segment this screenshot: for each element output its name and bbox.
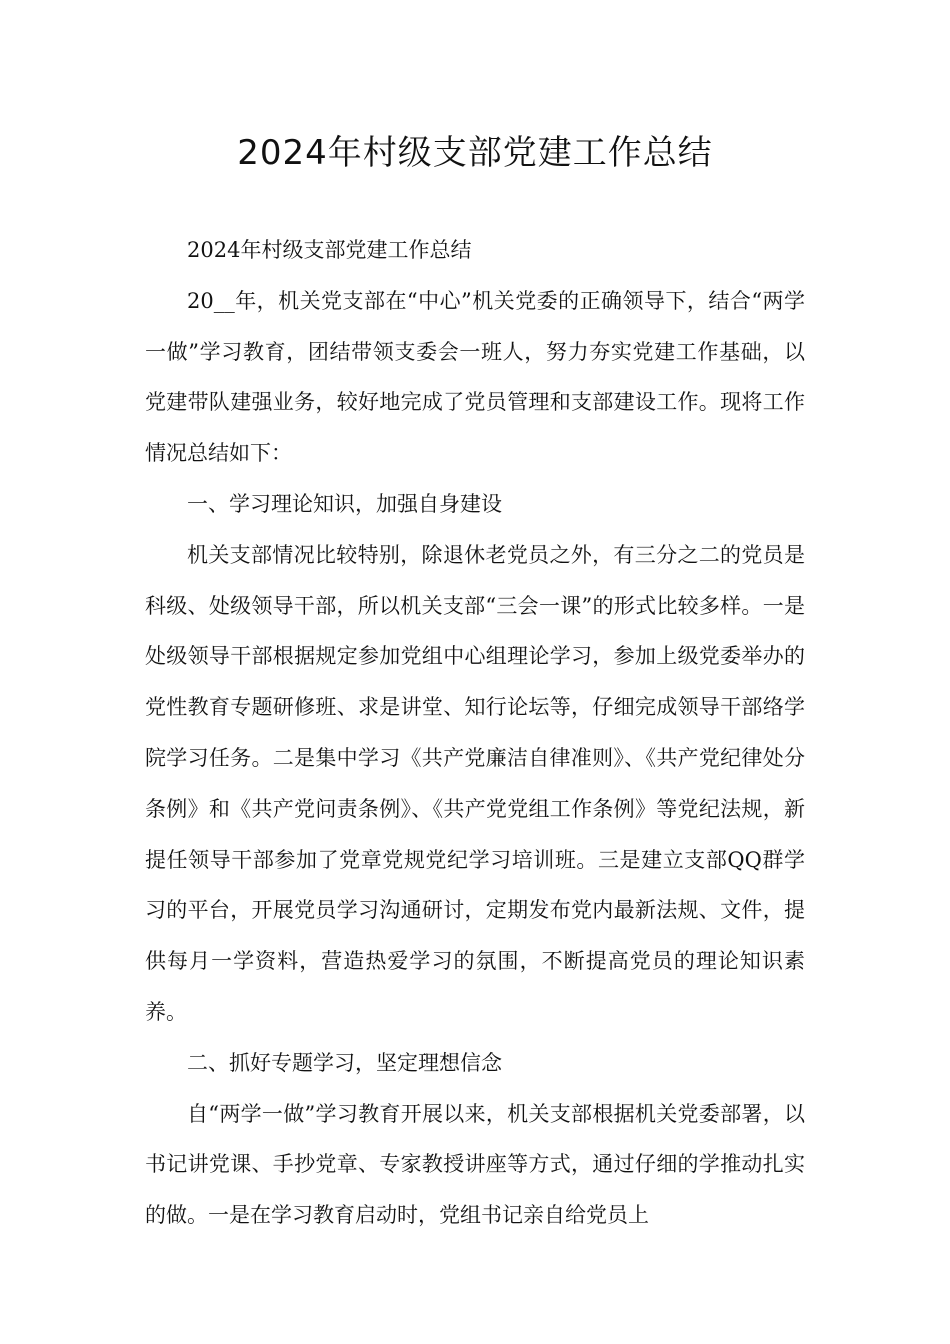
- section-heading-2: 二、抓好专题学习，坚定理想信念: [187, 1050, 502, 1075]
- document-title: 2024年村级支部党建工作总结: [237, 133, 713, 173]
- document-body: [145, 225, 805, 1241]
- body-paragraph-heading: 2024年村级支部党建工作总结: [187, 238, 472, 262]
- body-paragraph-intro: 20__年，机关党支部在“中心”机关党委的正确领导下，结合“两学一做”学习教育，团结带领支委会一班人，努力夯实党建工作基础，以党建带队建强业务，较好地完成了党员管理和支部建设工作。现将工作情况总结如下：: [145, 288, 805, 466]
- body-paragraph-section-1: 机关支部情况比较特别，除退休老党员之外，有三分之二的党员是科级、处级领导干部，所以机关支部“三会一课”的形式比较多样。一是处级领导干部根据规定参加党组中心组理论学习，参加上级党委举办的党性教育专题研修班、求是讲堂、知行论坛等，仔细完成领导干部络学院学习任务。二是集中学习《共产党廉洁自律准则》、《共产党纪律处分条例》和《共产党问责条例》、《共产党党组工作条例》等党纪法规，新提任领导干部参加了党章党规党纪学习培训班。三是建立支部QQ群学习的平台，开展党员学习沟通研讨，定期发布党内最新法规、文件，提供每月一学资料，营造热爱学习的氛围，不断提高党员的理论知识素养。: [145, 542, 805, 1024]
- body-paragraph-section-2: 自“两学一做”学习教育开展以来，机关支部根据机关党委部署，以书记讲党课、手抄党章、专家教授讲座等方式，通过仔细的学推动扎实的做。一是在学习教育启动时，党组书记亲自给党员上: [145, 1101, 805, 1228]
- section-heading-1: 一、学习理论知识，加强自身建设: [187, 491, 502, 516]
